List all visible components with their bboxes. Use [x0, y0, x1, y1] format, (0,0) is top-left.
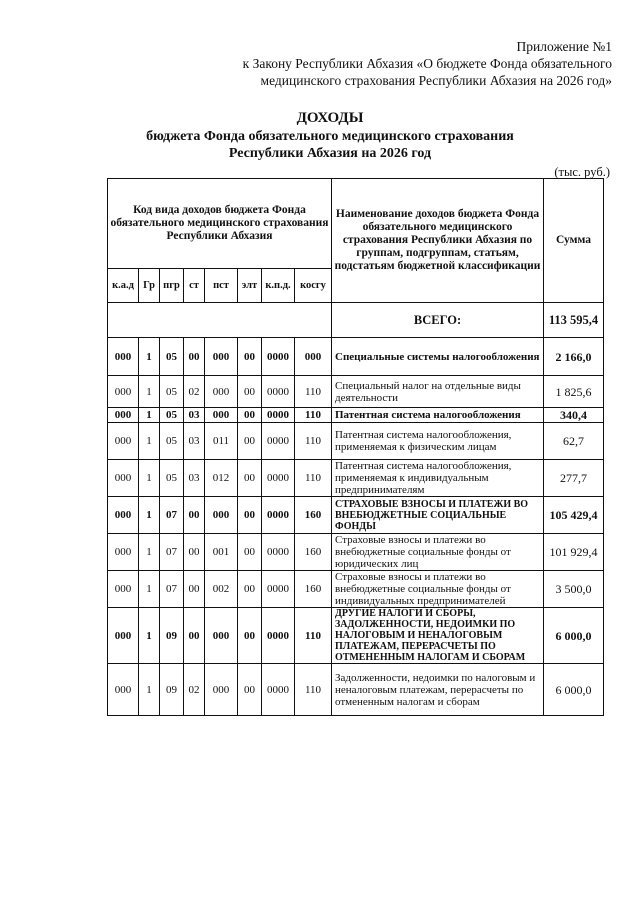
revenue-name: Специальные системы налогообложения [332, 338, 544, 376]
code-cell: 05 [160, 376, 184, 408]
code-cell: 03 [184, 460, 205, 497]
code-cell: 00 [238, 376, 262, 408]
code-cell: 160 [295, 534, 332, 571]
revenue-sum: 6 000,0 [544, 664, 604, 716]
total-row [108, 303, 604, 338]
code-cell: 05 [160, 408, 184, 423]
revenue-name: Специальный налог на отдельные виды деятельности [332, 376, 544, 408]
code-cell: 110 [295, 423, 332, 460]
code-cell: 0000 [262, 376, 295, 408]
table-row [108, 534, 604, 571]
code-cell: 00 [238, 497, 262, 534]
revenue-sum: 62,7 [544, 423, 604, 460]
table-row [108, 497, 604, 534]
revenue-sum: 3 500,0 [544, 571, 604, 608]
code-cell: 000 [108, 664, 139, 716]
code-cell: 000 [108, 338, 139, 376]
code-column-header: пст [205, 269, 238, 303]
header-code: Код вида доходов бюджета Фонда обязательного медицинского страхования Республики Абхазия [108, 179, 332, 269]
code-column-header: пгр [160, 269, 184, 303]
code-column-header: ст [184, 269, 205, 303]
code-cell: 02 [184, 664, 205, 716]
revenue-sum: 1 825,6 [544, 376, 604, 408]
revenue-sum: 105 429,4 [544, 497, 604, 534]
total-label: ВСЕГО: [332, 303, 544, 338]
code-cell: 000 [108, 534, 139, 571]
revenue-name: СТРАХОВЫЕ ВЗНОСЫ И ПЛАТЕЖИ ВО ВНЕБЮДЖЕТНЫЕ СОЦИАЛЬНЫЕ ФОНДЫ [332, 497, 544, 534]
code-cell: 02 [184, 376, 205, 408]
code-cell: 000 [205, 664, 238, 716]
revenue-name: ДРУГИЕ НАЛОГИ И СБОРЫ, ЗАДОЛЖЕННОСТИ, НЕДОИМКИ ПО НАЛОГОВЫМ И НЕНАЛОГОВЫМ ПЛАТЕЖАМ, ПЕРЕРАСЧЕТЫ ПО ОТМЕНЕННЫМ НАЛОГАМ И СБОРАМ [332, 608, 544, 664]
subtitle-line1: бюджета Фонда обязательного медицинского страхования [146, 129, 514, 144]
code-cell: 000 [205, 376, 238, 408]
code-cell: 012 [205, 460, 238, 497]
revenue-name: Страховые взносы и платежи во внебюджетные социальные фонды от юридических лиц [332, 534, 544, 571]
code-cell: 110 [295, 608, 332, 664]
code-cell: 00 [238, 460, 262, 497]
annex-block [152, 38, 612, 89]
code-cell: 07 [160, 534, 184, 571]
code-cell: 07 [160, 571, 184, 608]
revenue-table [107, 178, 604, 716]
code-cell: 00 [238, 664, 262, 716]
code-cell: 110 [295, 460, 332, 497]
code-cell: 0000 [262, 497, 295, 534]
code-cell: 0000 [262, 423, 295, 460]
revenue-sum: 2 166,0 [544, 338, 604, 376]
subtitle-line2: Республики Абхазия на 2026 год [228, 146, 432, 161]
code-cell: 000 [108, 423, 139, 460]
code-cell: 000 [205, 408, 238, 423]
code-cell: 000 [205, 338, 238, 376]
code-cell: 000 [108, 571, 139, 608]
code-cell: 0000 [262, 664, 295, 716]
code-cell: 1 [139, 664, 160, 716]
code-cell: 1 [139, 423, 160, 460]
code-column-header: элт [238, 269, 262, 303]
code-cell: 00 [238, 338, 262, 376]
total-sum: 113 595,4 [544, 303, 604, 338]
code-cell: 000 [108, 497, 139, 534]
code-column-header: к.п.д. [262, 269, 295, 303]
code-cell: 00 [238, 423, 262, 460]
code-cell: 0000 [262, 460, 295, 497]
revenue-name: Патентная система налогообложения, применяемая к индивидуальным предпринимателям [332, 460, 544, 497]
code-cell: 0000 [262, 608, 295, 664]
code-cell: 1 [139, 460, 160, 497]
code-cell: 110 [295, 664, 332, 716]
header-name: Наименование доходов бюджета Фонда обязательного медицинского страхования Республики Абхазия по группам, подгруппам, статьям, подстатьям бюджетной классификации [332, 179, 544, 303]
code-cell: 00 [238, 534, 262, 571]
code-cell: 000 [295, 338, 332, 376]
code-cell: 160 [295, 571, 332, 608]
code-cell: 001 [205, 534, 238, 571]
revenue-name: Патентная система налогообложения, применяемая к физическим лицам [332, 423, 544, 460]
code-cell: 03 [184, 423, 205, 460]
total-codes-cell [108, 303, 332, 338]
code-cell: 00 [184, 497, 205, 534]
code-cell: 1 [139, 534, 160, 571]
code-cell: 1 [139, 376, 160, 408]
code-cell: 1 [139, 608, 160, 664]
table-row [108, 571, 604, 608]
code-cell: 1 [139, 338, 160, 376]
table-body [108, 179, 604, 716]
revenue-sum: 101 929,4 [544, 534, 604, 571]
code-cell: 000 [108, 460, 139, 497]
table-row [108, 376, 604, 408]
code-cell: 03 [184, 408, 205, 423]
code-cell: 09 [160, 608, 184, 664]
revenue-name: Патентная система налогообложения [332, 408, 544, 423]
code-cell: 05 [160, 338, 184, 376]
code-cell: 00 [238, 608, 262, 664]
code-cell: 00 [238, 571, 262, 608]
revenue-sum: 277,7 [544, 460, 604, 497]
code-cell: 1 [139, 571, 160, 608]
code-cell: 000 [108, 608, 139, 664]
code-cell: 1 [139, 408, 160, 423]
code-cell: 000 [108, 376, 139, 408]
code-cell: 160 [295, 497, 332, 534]
code-cell: 00 [184, 571, 205, 608]
code-cell: 110 [295, 376, 332, 408]
code-cell: 000 [205, 497, 238, 534]
unit-label: (тыс. руб.) [554, 165, 610, 179]
header-row [108, 179, 604, 269]
table-row [108, 408, 604, 423]
code-column-header: к.а.д [108, 269, 139, 303]
revenue-name: Страховые взносы и платежи во внебюджетные социальные фонды от индивидуальных предпринимателей [332, 571, 544, 608]
page-title: ДОХОДЫ [296, 110, 364, 126]
revenue-sum: 340,4 [544, 408, 604, 423]
table-row [108, 423, 604, 460]
code-cell: 00 [184, 534, 205, 571]
code-cell: 1 [139, 497, 160, 534]
table-row [108, 338, 604, 376]
header-sum: Сумма [544, 179, 604, 303]
code-cell: 002 [205, 571, 238, 608]
code-cell: 00 [184, 338, 205, 376]
code-cell: 0000 [262, 534, 295, 571]
table-row [108, 460, 604, 497]
code-cell: 05 [160, 460, 184, 497]
table-row [108, 664, 604, 716]
code-cell: 05 [160, 423, 184, 460]
code-cell: 00 [184, 608, 205, 664]
code-cell: 00 [238, 408, 262, 423]
code-cell: 000 [205, 608, 238, 664]
annex-law-line1: к Закону Республики Абхазия «О бюджете Фонда обязательного [242, 56, 612, 71]
annex-number: Приложение №1 [516, 39, 612, 54]
revenue-sum: 6 000,0 [544, 608, 604, 664]
code-column-header: Гр [139, 269, 160, 303]
annex-law-line2: медицинского страхования Республики Абхазия на 2026 год» [260, 73, 612, 88]
code-cell: 011 [205, 423, 238, 460]
code-cell: 07 [160, 497, 184, 534]
code-cell: 000 [108, 408, 139, 423]
code-column-header: косгу [295, 269, 332, 303]
code-cell: 09 [160, 664, 184, 716]
revenue-name: Задолженности, недоимки по налоговым и неналоговым платежам, перерасчеты по отмененным налогам и сборам [332, 664, 544, 716]
code-cell: 0000 [262, 338, 295, 376]
table-row [108, 608, 604, 664]
code-cell: 110 [295, 408, 332, 423]
code-cell: 0000 [262, 571, 295, 608]
code-cell: 0000 [262, 408, 295, 423]
page-subtitle [100, 128, 560, 162]
